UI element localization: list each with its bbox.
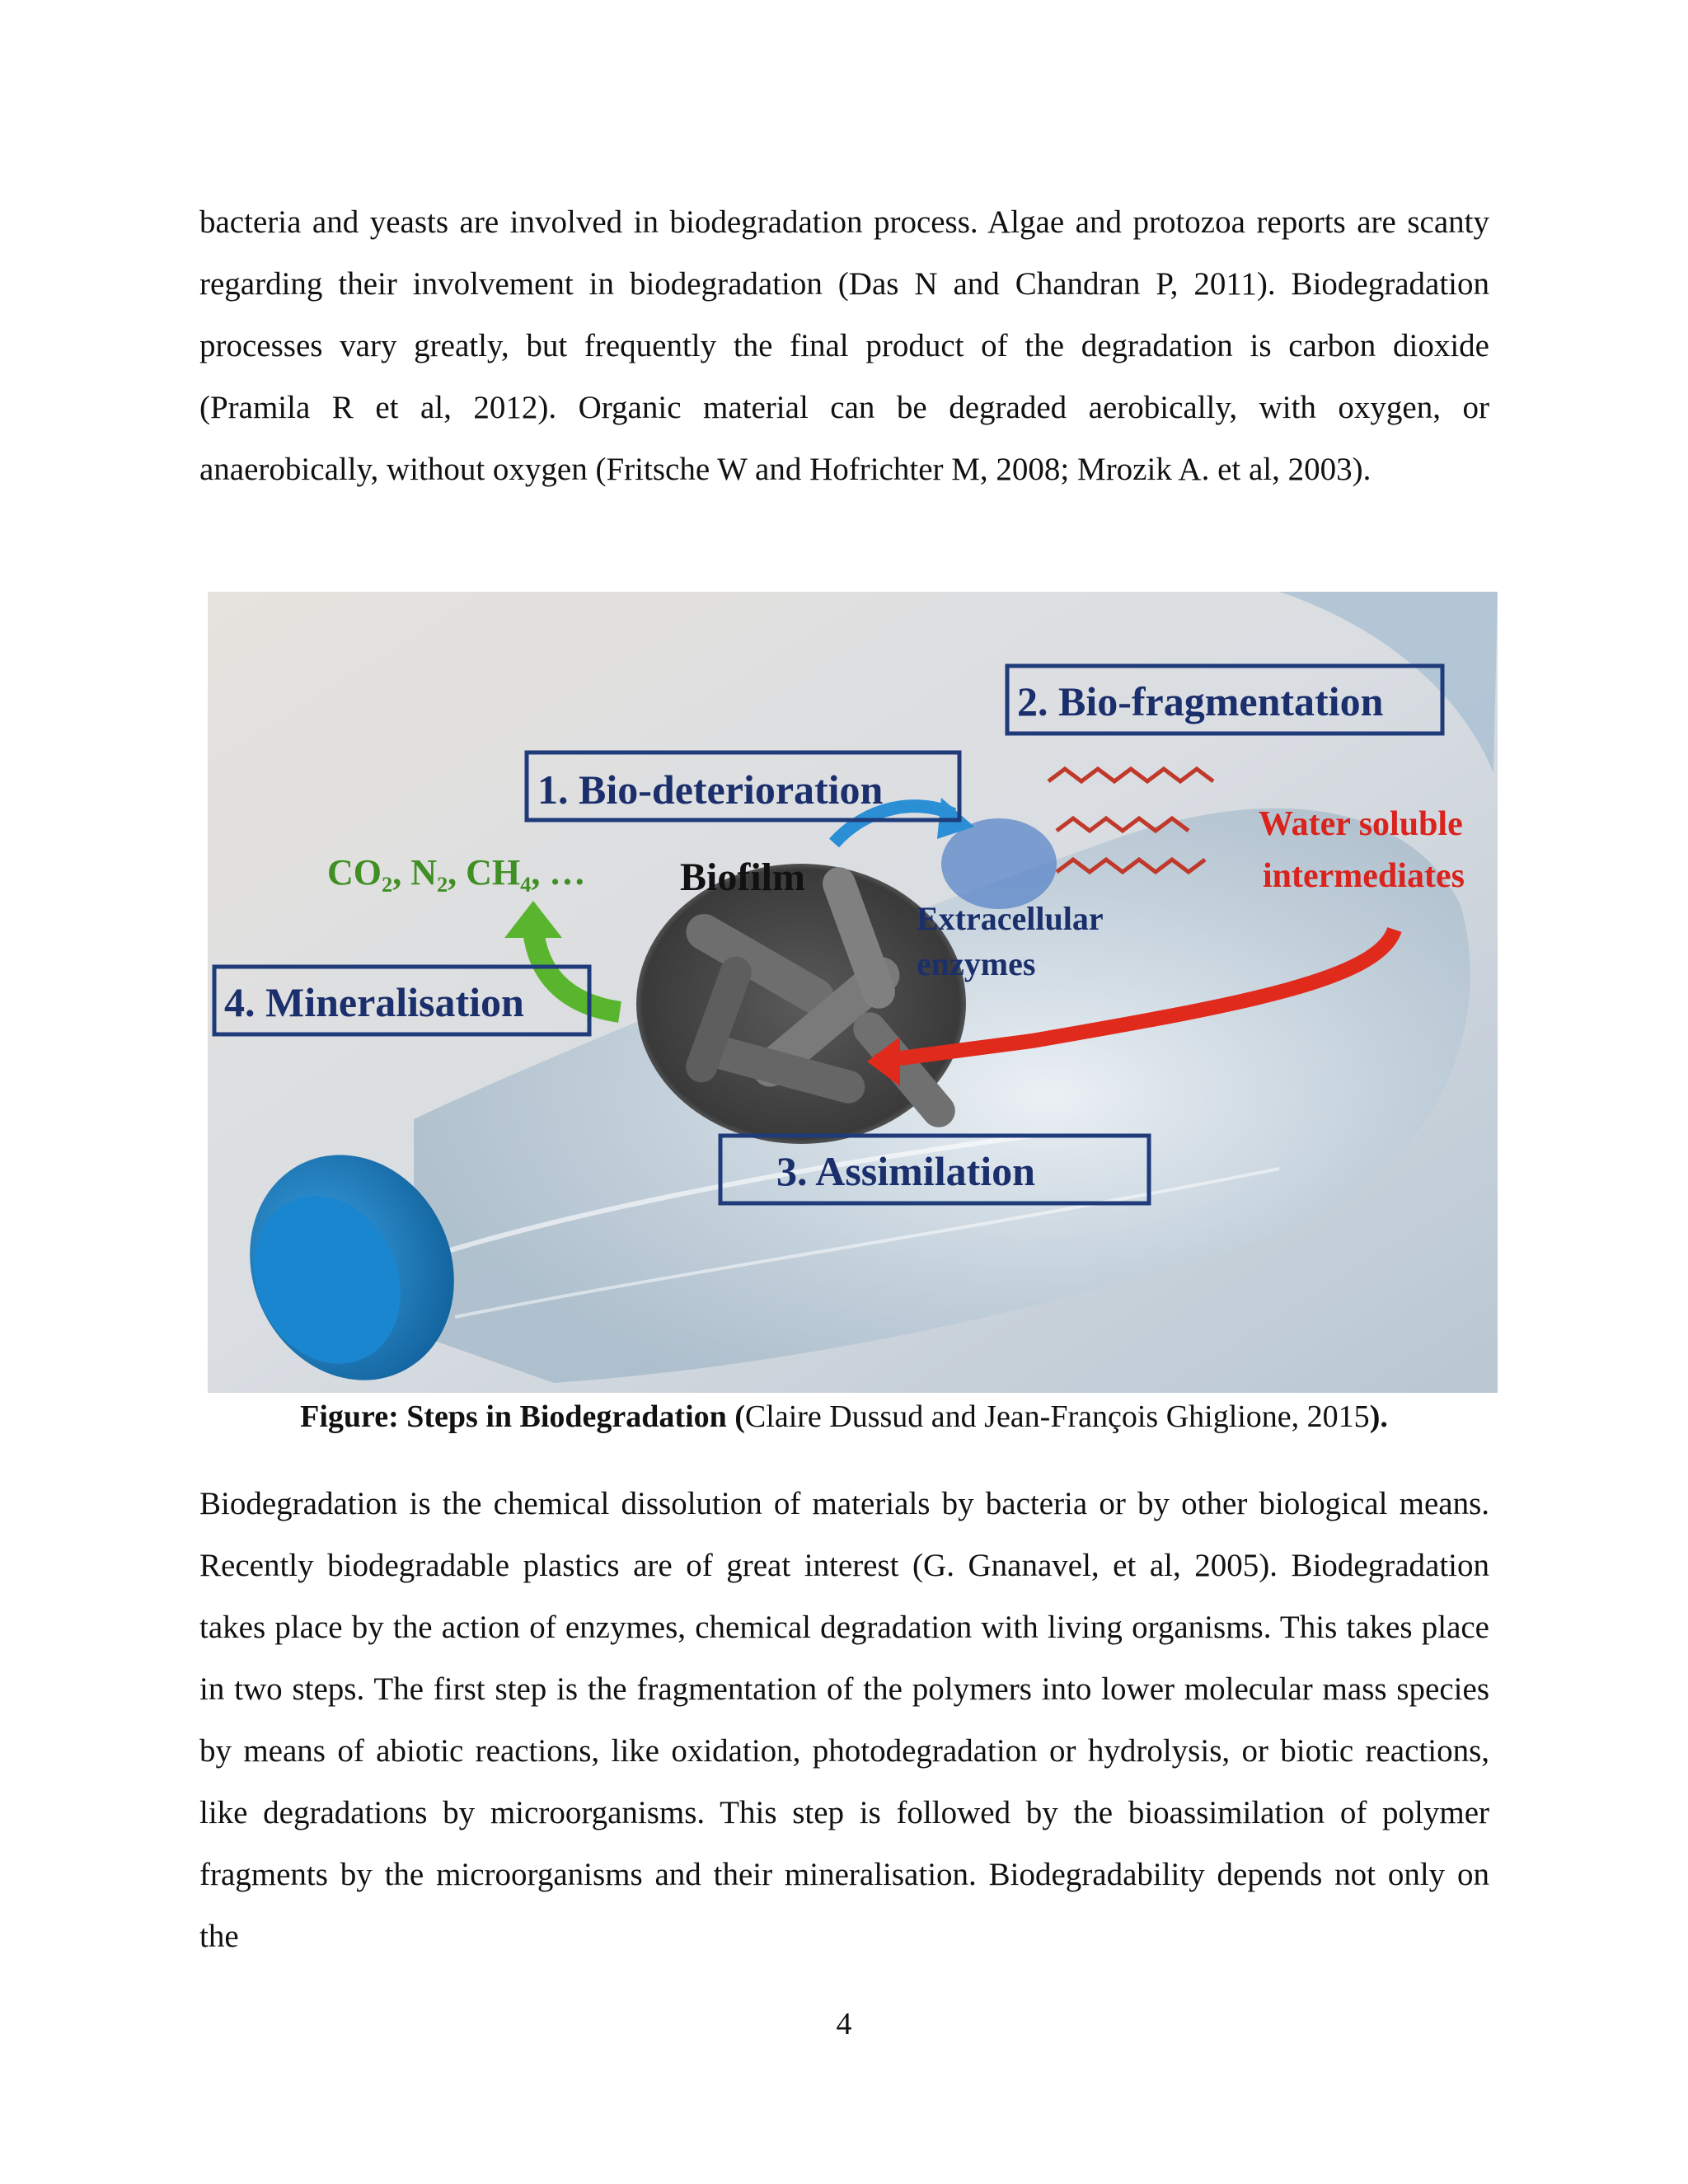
extracellular-label: Extracellular [917,900,1104,937]
caption-citation: Claire Dussud and Jean-François Ghiglione, 2015 [744,1399,1370,1434]
biofilm-label: Biofilm [680,855,805,899]
enzymes-label: enzymes [917,945,1036,982]
caption-bold: Figure: Steps in Biodegradation ( [300,1399,745,1434]
enzymes-cluster-icon [941,818,1057,909]
step4-label: 4. Mineralisation [224,979,524,1025]
body-paragraph-2: Biodegradation is the chemical dissolution of materials by bacteria or by other biological means. Recently biodegradable plastics are of great interest (G. Gnanavel, et al, 2005). Biodegradation takes place by the action of enzymes, chemical degradation with living organisms. This takes place in two steps. The first step is the fragmentation of the polymers into lower molecular mass species by means of abiotic reactions, like oxidation, photodegradation or hydrolysis, or biotic reactions, like degradations by microorganisms. This step is followed by the bioassimilation of polymer fragments by the microorganisms and their mineralisation. Biodegradability depends not only on the [199,1486,1489,1954]
figure-caption [0,1396,1688,1437]
step3-label: 3. Assimilation [776,1148,1035,1194]
water-soluble-label: Water soluble [1259,805,1463,843]
step1-label: 1. Bio-deterioration [537,766,884,813]
gases-label: CO₂, N₂, CH₄, … [327,852,586,893]
step2-label: 2. Bio-fragmentation [1017,678,1384,724]
page-number: 4 [836,2007,852,2041]
body-paragraph-1: bacteria and yeasts are involved in biodegradation process. Algae and protozoa reports are scanty regarding their involvement in biodegradation (Das N and Chandran P, 2011). Biodegradation processes vary greatly, but frequently the final product of the degradation is carbon dioxide (Pramila R et al, 2012). Organic material can be degraded aerobically, with oxygen, or anaerobically, without oxygen (Fritsche W and Hofrichter M, 2008; Mrozik A. et al, 2003). [199,204,1489,487]
intermediates-label: intermediates [1263,857,1465,895]
caption-end: ). [1369,1399,1388,1434]
biodegradation-figure [208,592,1498,1393]
